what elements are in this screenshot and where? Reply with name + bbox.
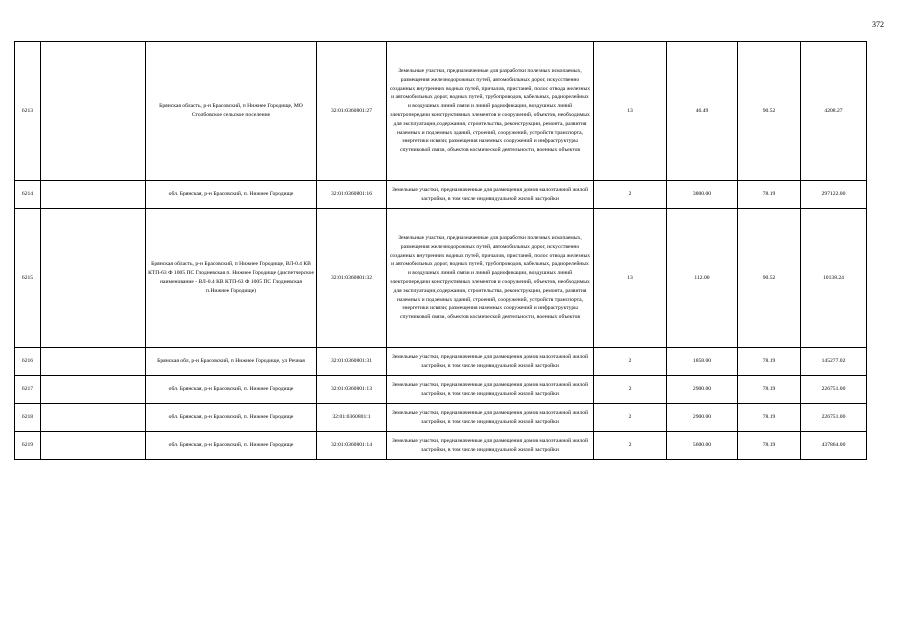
cell-group: 2 — [594, 181, 667, 209]
cell-blank — [41, 209, 146, 348]
cell-cadastral-number: 32:01:0360801:13 — [317, 376, 387, 404]
cell-land-use-purpose: Земельные участки, предназначенные для размещения домов малоэтажной жилой застройки, в том числе индивидуальной жилой застройки — [387, 404, 594, 432]
cell-cadastral-value: 10138.24 — [801, 209, 867, 348]
cell-cadastral-value: 297122.00 — [801, 181, 867, 209]
cell-specific-value: 78.19 — [738, 348, 801, 376]
cell-area: 112.00 — [667, 209, 738, 348]
cell-group: 2 — [594, 376, 667, 404]
cell-specific-value: 90.52 — [738, 209, 801, 348]
cell-land-use-purpose: Земельные участки, предназначенные для размещения домов малоэтажной жилой застройки, в том числе индивидуальной жилой застройки — [387, 181, 594, 209]
cell-blank — [41, 404, 146, 432]
page-number: 372 — [872, 20, 884, 29]
cell-specific-value: 78.19 — [738, 432, 801, 460]
cell-specific-value: 78.19 — [738, 376, 801, 404]
cell-address: Брянская область, р-н Брасовский, п Нижнее Городище, ВЛ-0.4 КВ КТП-63 Ф 1005 ПС Глодневская п. Нижнее Городище (диспетчерское наименование - ВЛ-0.4 КВ КТП-63 Ф 1005 ПС Глодневская п.Нижнее Городище) — [146, 209, 317, 348]
cell-blank — [41, 348, 146, 376]
cell-land-use-purpose: Земельные участки, предназначенные для размещения домов малоэтажной жилой застройки, в том числе индивидуальной жилой застройки — [387, 348, 594, 376]
cell-cadastral-value: 437864.00 — [801, 432, 867, 460]
cell-land-use-purpose: Земельные участки, предназначенные для размещения домов малоэтажной жилой застройки, в том числе индивидуальной жилой застройки — [387, 432, 594, 460]
table-row — [15, 348, 867, 376]
cell-area: 3800.00 — [667, 181, 738, 209]
cell-blank — [41, 432, 146, 460]
cell-address: Брянская обл, р-н Брасовский, п Нижнее Городище, ул Речная — [146, 348, 317, 376]
cell-group: 2 — [594, 432, 667, 460]
table-row — [15, 209, 867, 348]
cell-address: Брянская область, р-н Брасовский, п Нижнее Городище, МО Столбовское сельское поселение — [146, 42, 317, 181]
table-row — [15, 432, 867, 460]
cell-cadastral-number: 32:01:0360801:31 — [317, 348, 387, 376]
cell-cadastral-value: 226751.00 — [801, 404, 867, 432]
cell-cadastral-number: 32:01:0360801:27 — [317, 42, 387, 181]
cell-area: 2900.00 — [667, 376, 738, 404]
cell-area: 46.49 — [667, 42, 738, 181]
cell-specific-value: 90.52 — [738, 42, 801, 181]
table-row — [15, 42, 867, 181]
cell-group: 2 — [594, 348, 667, 376]
cell-cadastral-value: 145277.02 — [801, 348, 867, 376]
cell-group: 13 — [594, 42, 667, 181]
cell-area: 2900.00 — [667, 404, 738, 432]
cell-number: 6213 — [15, 42, 41, 181]
cell-area: 1858.00 — [667, 348, 738, 376]
cell-cadastral-value: 226751.00 — [801, 376, 867, 404]
table-row — [15, 376, 867, 404]
cell-cadastral-number: 32:01:0360801:32 — [317, 209, 387, 348]
table-body — [15, 42, 867, 460]
cell-group: 2 — [594, 404, 667, 432]
cell-address: обл. Брянская, р-н Брасовский, п. Нижнее Городище — [146, 376, 317, 404]
cell-number: 6216 — [15, 348, 41, 376]
cell-number: 6217 — [15, 376, 41, 404]
cell-number: 6218 — [15, 404, 41, 432]
cell-area: 5600.00 — [667, 432, 738, 460]
cell-cadastral-number: 32:01:0360801:14 — [317, 432, 387, 460]
cell-address: обл. Брянская, р-н Брасовский, п. Нижнее Городище — [146, 432, 317, 460]
cell-number: 6215 — [15, 209, 41, 348]
cell-group: 13 — [594, 209, 667, 348]
cell-cadastral-number: 32:01:0360801:16 — [317, 181, 387, 209]
cell-cadastral-value: 4208.27 — [801, 42, 867, 181]
cell-number: 6219 — [15, 432, 41, 460]
cell-land-use-purpose: Земельные участки, предназначенные для разработки полезных ископаемых, размещения железнодорожных путей, автомобильных дорог, искусственно созданных внутренних водных путей, причалов, пристаней, полос отвода железных и автомобильных дорог, водных путей, трубопроводов, кабельных, радиорелейных и воздушных линий связи и линий радиофикации, воздушных линий электропередачи конструктивных элементов и сооружений, объектов, необходимых для эксплуатации,содержания, строительства, реконструкции, ремонта, развития наземных и подземных зданий, строений, сооружений, устройств транспорта, энергетики исвязи; размещения наземных сооружений и инфраструктуры спутниковой связи, объектов космической деятельности, военных объектов — [387, 209, 594, 348]
cell-address: обл. Брянская, р-н Брасовский, п. Нижнее Городище — [146, 404, 317, 432]
cell-address: обл. Брянская, р-н Брасовский, п. Нижнее Городище — [146, 181, 317, 209]
cell-specific-value: 78.19 — [738, 181, 801, 209]
cell-number: 6214 — [15, 181, 41, 209]
cell-cadastral-number: 32:01:0360801:1 — [317, 404, 387, 432]
cell-specific-value: 78.19 — [738, 404, 801, 432]
cell-blank — [41, 42, 146, 181]
cell-blank — [41, 181, 146, 209]
cell-blank — [41, 376, 146, 404]
table-row — [15, 404, 867, 432]
cell-land-use-purpose: Земельные участки, предназначенные для размещения домов малоэтажной жилой застройки, в том числе индивидуальной жилой застройки — [387, 376, 594, 404]
cell-land-use-purpose: Земельные участки, предназначенные для разработки полезных ископаемых, размещения железнодорожных путей, автомобильных дорог, искусственно созданных внутренних водных путей, причалов, пристаней, полос отвода железных и автомобильных дорог, водных путей, трубопроводов, кабельных, радиорелейных и воздушных линий связи и линий радиофикации, воздушных линий электропередачи конструктивных элементов и сооружений, объектов, необходимых для эксплуатации,содержания, строительства, реконструкции, ремонта, развития наземных и подземных зданий, строений, сооружений, устройств транспорта, энергетики исвязи; размещения наземных сооружений и инфраструктуры спутниковой связи, объектов космической деятельности, военных объектов — [387, 42, 594, 181]
table-row — [15, 181, 867, 209]
cadastral-value-table — [14, 41, 867, 460]
